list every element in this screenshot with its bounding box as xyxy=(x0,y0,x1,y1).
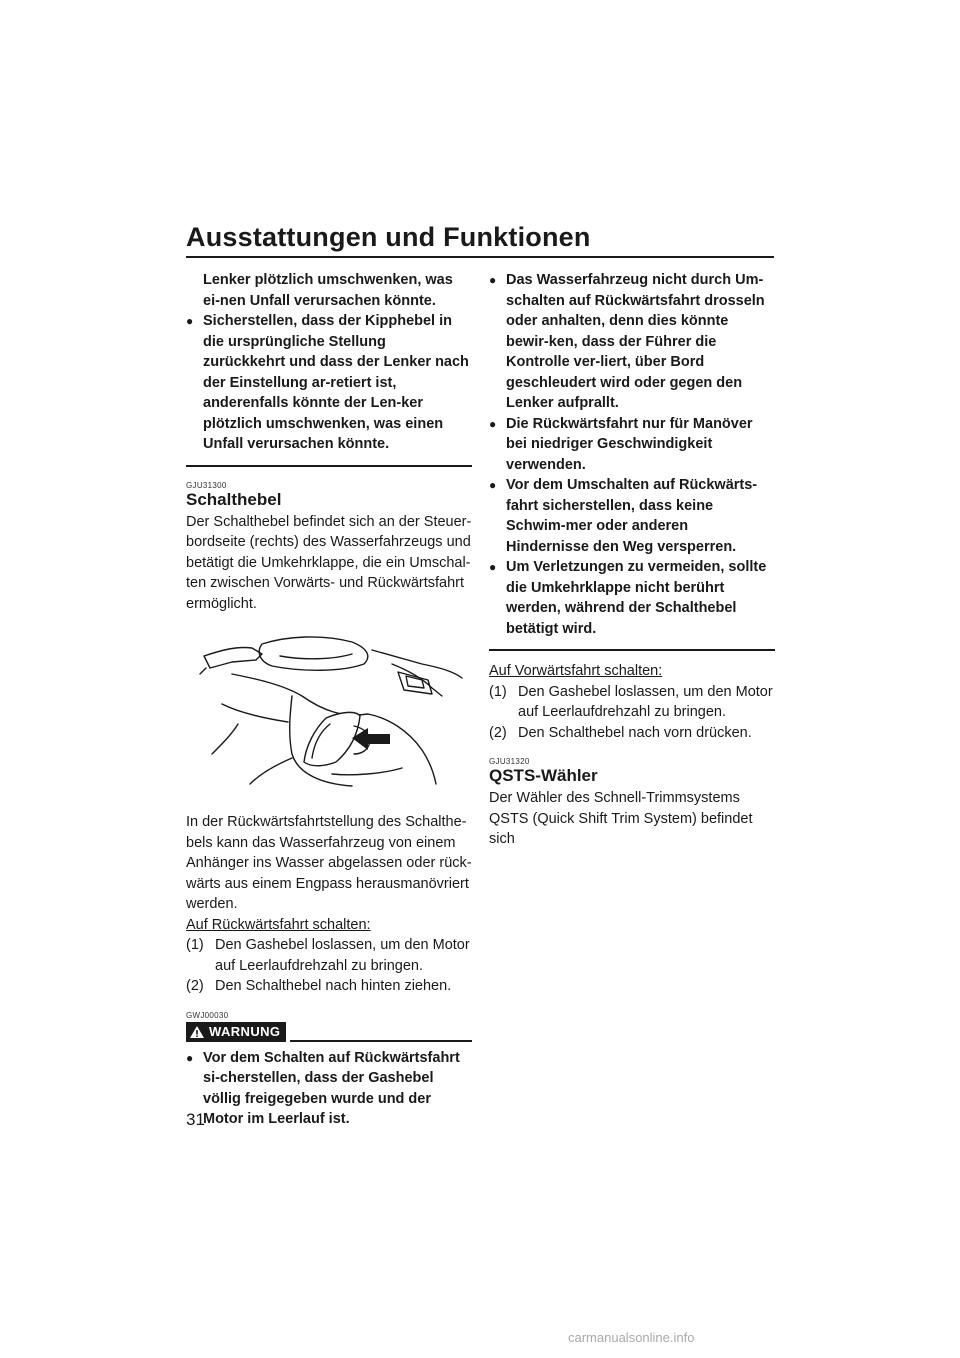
bullet-icon: ● xyxy=(489,560,497,574)
left-column xyxy=(186,270,472,1130)
warning-bullet-text: Das Wasserfahrzeug nicht durch Um-schalten auf Rückwärtsfahrt drosseln oder anhalten, denn dies könnte bewir-ken, dass der Führer die Kontrolle ver-liert, über Bord geschleudert wird oder gegen den Lenker aufprallt. xyxy=(506,272,765,411)
warning-header xyxy=(186,1022,472,1042)
warning-triangle-icon xyxy=(189,1025,205,1039)
section-title-schalthebel: Schalthebel xyxy=(186,489,282,509)
warning-bullet-text: Die Rückwärtsfahrt nur für Manöver bei niedriger Geschwindigkeit verwenden. xyxy=(506,415,753,473)
warning-bullet-text: Vor dem Umschalten auf Rückwärts-fahrt sicherstellen, dass keine Schwim-mer oder anderen Hindernisse den Weg versperren. xyxy=(506,477,758,555)
warning-bullet-text: Sicherstellen, dass der Kipphebel in die ursprüngliche Stellung zurückkehrt und dass der Lenker nach der Einstellung ar-retiert ist, anderenfalls könnte der Len-ker plötzlich umschwenken, was einen Unfall verursachen könnte. xyxy=(203,313,469,452)
step-text: Den Gashebel loslassen, um den Motor auf Leerlaufdrehzahl zu bringen. xyxy=(518,683,773,720)
warning-bullet-text: Um Verletzungen zu vermeiden, sollte die Umkehrklappe nicht berührt werden, während der Schalthebel betätigt wird. xyxy=(506,559,767,637)
direction-arrow-icon xyxy=(352,728,390,750)
page-number: 31 xyxy=(186,1110,205,1129)
step-number: (2) xyxy=(489,724,507,741)
warning-bullet xyxy=(489,557,775,639)
warning-bullet xyxy=(489,414,775,476)
warning-continuation: Lenker plötzlich umschwenken, was ei-nen Unfall verursachen könnte. xyxy=(203,272,453,309)
right-column xyxy=(489,270,775,850)
warning-bullet xyxy=(489,270,775,414)
warning-end-rule xyxy=(489,649,775,651)
step-number: (1) xyxy=(489,683,507,700)
watermark: carmanualsonline.info xyxy=(568,1330,695,1345)
bullet-icon: ● xyxy=(186,314,194,328)
forward-heading: Auf Vorwärtsfahrt schalten: xyxy=(489,663,663,679)
warning-bullet-text: Vor dem Schalten auf Rückwärtsfahrt si-cherstellen, dass der Gashebel völlig freigegeben wurde und der Motor im Leerlauf ist. xyxy=(203,1049,460,1127)
warning-bullet xyxy=(186,1048,472,1130)
step-text: Den Gashebel loslassen, um den Motor auf Leerlaufdrehzahl zu bringen. xyxy=(215,937,470,974)
warning-code: GWJ00030 xyxy=(186,1010,229,1020)
step-number: (1) xyxy=(186,937,204,953)
warning-bullet xyxy=(186,311,472,455)
forward-step xyxy=(489,682,775,723)
section-code: GJU31320 xyxy=(489,757,530,766)
bullet-icon: ● xyxy=(186,1050,194,1065)
forward-step xyxy=(489,723,775,744)
section-intro: Der Wähler des Schnell-Trimmsystems QSTS (Quick Shift Trim System) befindet sich xyxy=(489,790,753,847)
section-intro: Der Schalthebel befindet sich an der Steuer-bordseite (rechts) des Wasserfahrzeugs und betätigt die Umkehrklappe, die ein Umschal-ten zwischen Vorwärts- und Rückwärtsfahrt ermöglicht. xyxy=(186,513,472,612)
bullet-icon: ● xyxy=(489,478,497,492)
section-title-qsts: QSTS-Wähler xyxy=(489,766,598,785)
page-title: Ausstattungen und Funktionen xyxy=(186,222,591,252)
bullet-icon: ● xyxy=(489,273,497,287)
reverse-description: In der Rückwärtsfahrtstellung des Schalthe-bels kann das Wasserfahrzeug von einem Anhänger ins Wasser abgelassen oder rück-wärts aus einem Engpass herausmanövriert werden. xyxy=(186,814,472,912)
reverse-heading: Auf Rückwärtsfahrt schalten: xyxy=(186,916,371,933)
title-rule xyxy=(186,256,774,258)
reverse-step xyxy=(186,935,472,976)
warning-header-rule xyxy=(290,1040,472,1042)
warning-badge xyxy=(186,1022,286,1042)
reverse-step xyxy=(186,976,472,997)
step-number: (2) xyxy=(186,978,204,994)
step-text: Den Schalthebel nach vorn drücken. xyxy=(518,724,752,741)
warning-bullet xyxy=(489,475,775,557)
warning-label: WARNUNG xyxy=(209,1024,281,1039)
bullet-icon: ● xyxy=(489,416,497,431)
shift-lever-illustration xyxy=(192,634,468,794)
shift-lever-drawing xyxy=(192,634,468,794)
section-code: GJU31300 xyxy=(186,480,227,490)
warning-end-rule xyxy=(186,465,472,467)
step-text: Den Schalthebel nach hinten ziehen. xyxy=(215,978,452,994)
